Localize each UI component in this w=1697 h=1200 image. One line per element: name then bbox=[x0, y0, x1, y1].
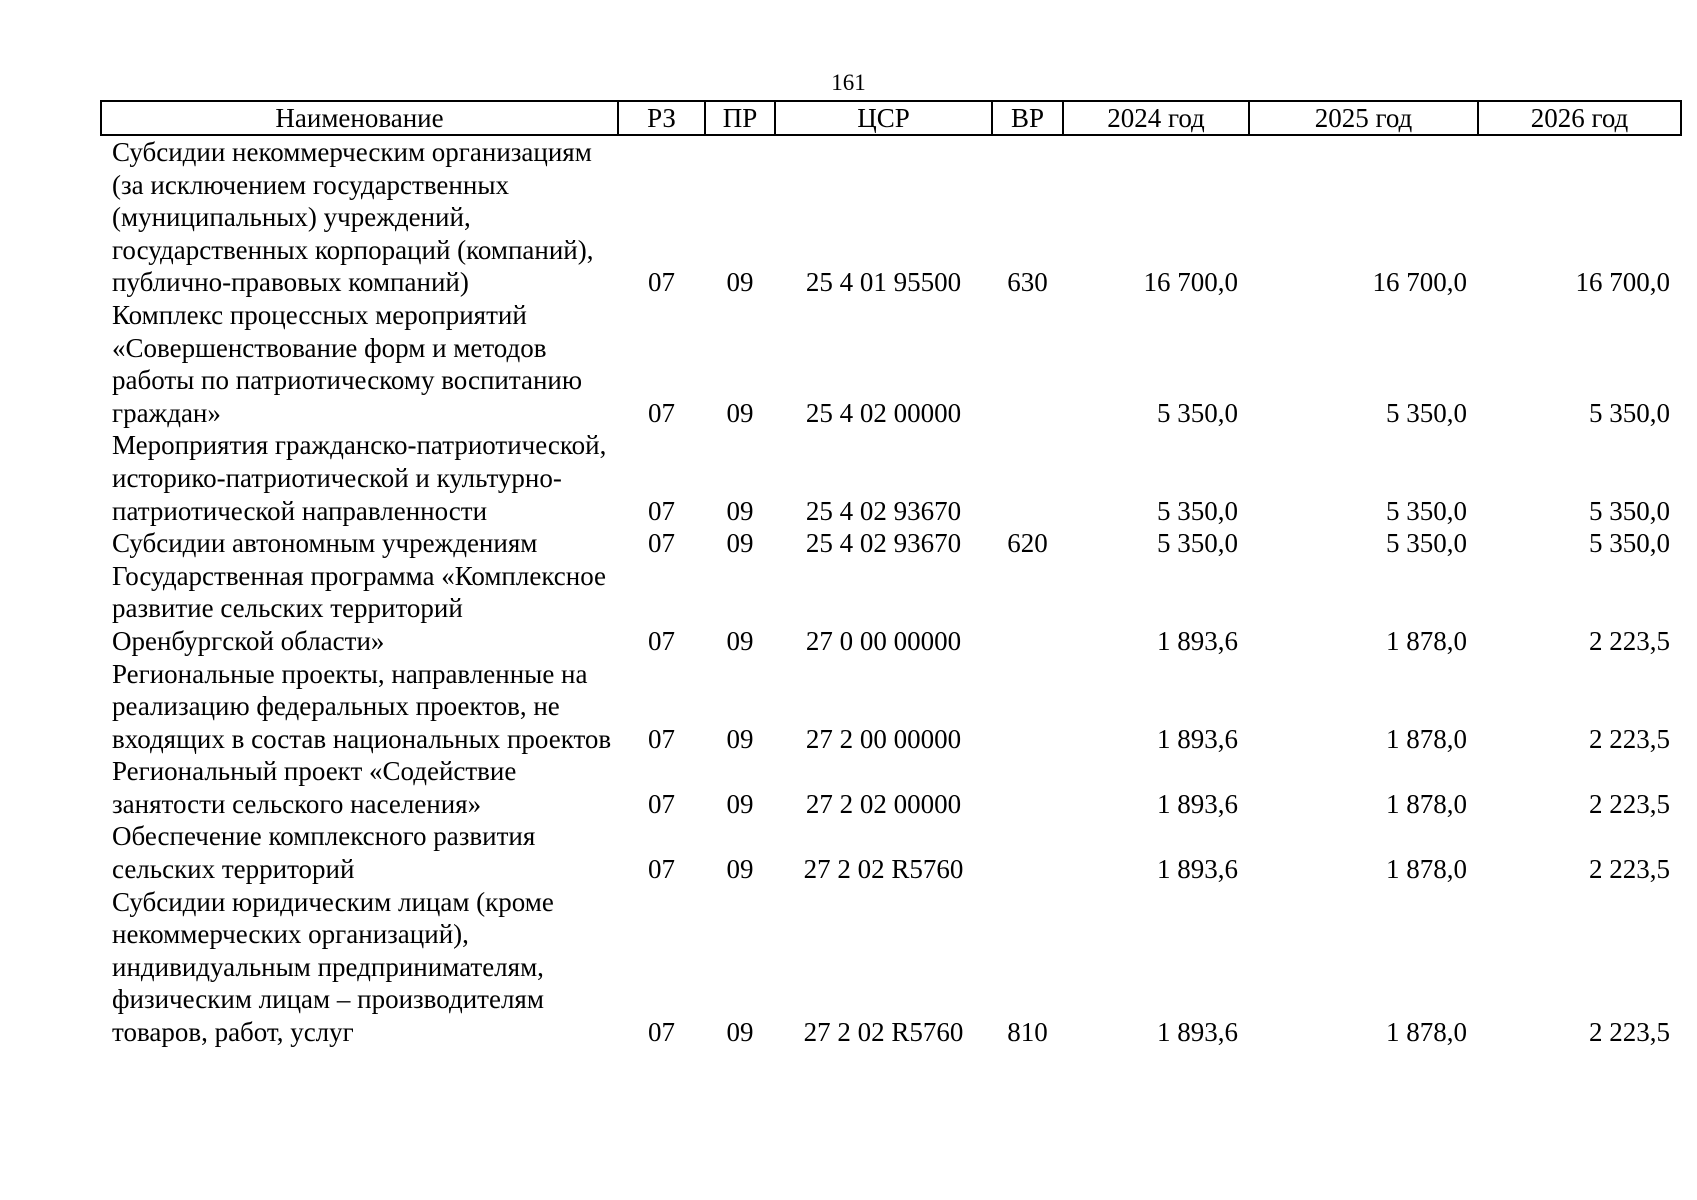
header-name: Наименование bbox=[101, 101, 618, 135]
row-vr bbox=[992, 560, 1063, 658]
row-rz: 07 bbox=[648, 495, 675, 526]
row-2024: 1 893,6 bbox=[1157, 788, 1238, 819]
row-rz: 07 bbox=[648, 528, 675, 559]
row-2026: 2 223,5 bbox=[1589, 788, 1670, 819]
table-row bbox=[101, 820, 1681, 885]
row-vr bbox=[992, 299, 1063, 429]
row-name: Субсидии юридическим лицам (кроме некоммерческих организаций), индивидуальным предпринимателям, физическим лицам – производителям товаров, работ, услуг bbox=[112, 886, 554, 1048]
row-name: Комплекс процессных мероприятий «Совершенствование форм и методов работы по патриотическому воспитанию граждан» bbox=[112, 299, 583, 428]
row-2024: 1 893,6 bbox=[1157, 854, 1238, 885]
row-2025: 1 878,0 bbox=[1386, 1017, 1467, 1048]
row-vr: 620 bbox=[1007, 528, 1048, 559]
row-vr: 630 bbox=[1007, 267, 1048, 298]
row-2026: 5 350,0 bbox=[1589, 528, 1670, 559]
row-2025: 1 878,0 bbox=[1386, 625, 1467, 656]
row-csr: 25 4 01 95500 bbox=[805, 267, 962, 298]
row-2026: 2 223,5 bbox=[1589, 723, 1670, 754]
row-name: Обеспечение комплексного развития сельских территорий bbox=[112, 821, 536, 885]
row-rz: 07 bbox=[648, 267, 675, 298]
row-csr: 25 4 02 00000 bbox=[805, 397, 962, 428]
page-number: 161 bbox=[831, 70, 866, 95]
row-2026: 16 700,0 bbox=[1575, 267, 1670, 298]
table-row bbox=[101, 560, 1681, 658]
row-pr: 09 bbox=[726, 854, 754, 885]
row-2025: 5 350,0 bbox=[1386, 397, 1467, 428]
row-2024: 5 350,0 bbox=[1157, 397, 1238, 428]
row-2025: 16 700,0 bbox=[1372, 267, 1467, 298]
header-2026: 2026 год bbox=[1478, 101, 1681, 135]
row-2025: 5 350,0 bbox=[1386, 528, 1467, 559]
row-2024: 1 893,6 bbox=[1157, 625, 1238, 656]
row-csr: 27 0 00 00000 bbox=[805, 625, 962, 656]
row-vr bbox=[992, 429, 1063, 527]
row-name: Субсидии автономным учреждениям bbox=[112, 528, 538, 559]
table-row bbox=[101, 135, 1681, 299]
row-2026: 2 223,5 bbox=[1589, 625, 1670, 656]
row-rz: 07 bbox=[648, 397, 675, 428]
table-header-row bbox=[101, 101, 1681, 135]
row-rz: 07 bbox=[648, 788, 675, 819]
row-name: Государственная программа «Комплексное развитие сельских территорий Оренбургской области» bbox=[112, 560, 607, 656]
header-2024: 2024 год bbox=[1063, 101, 1249, 135]
table-row bbox=[101, 299, 1681, 429]
row-2026: 2 223,5 bbox=[1589, 854, 1670, 885]
row-vr: 810 bbox=[1007, 1017, 1048, 1048]
row-2026: 5 350,0 bbox=[1589, 495, 1670, 526]
row-vr bbox=[992, 755, 1063, 820]
row-pr: 09 bbox=[726, 788, 754, 819]
row-2024: 5 350,0 bbox=[1157, 495, 1238, 526]
row-pr: 09 bbox=[726, 723, 754, 754]
header-csr: ЦСР bbox=[775, 101, 992, 135]
row-2024: 1 893,6 bbox=[1157, 723, 1238, 754]
table-row bbox=[101, 429, 1681, 527]
row-2024: 16 700,0 bbox=[1143, 267, 1238, 298]
row-name: Субсидии некоммерческим организациям (за исключением государственных (муниципальных) учреждений, государственных корпораций (компаний), публично-правовых компаний) bbox=[112, 137, 594, 298]
row-pr: 09 bbox=[726, 495, 754, 526]
row-name: Региональный проект «Содействие занятости сельского населения» bbox=[112, 756, 517, 819]
row-csr: 25 4 02 93670 bbox=[805, 495, 962, 526]
row-2025: 5 350,0 bbox=[1386, 495, 1467, 526]
row-2024: 1 893,6 bbox=[1157, 1017, 1238, 1048]
row-pr: 09 bbox=[726, 267, 754, 298]
header-rz: РЗ bbox=[618, 101, 705, 135]
row-rz: 07 bbox=[648, 1017, 675, 1048]
row-csr: 27 2 02 R5760 bbox=[803, 1017, 964, 1048]
row-csr: 27 2 02 R5760 bbox=[803, 854, 964, 885]
row-pr: 09 bbox=[726, 625, 754, 656]
header-vr: ВР bbox=[992, 101, 1063, 135]
header-2025: 2025 год bbox=[1249, 101, 1478, 135]
row-2026: 5 350,0 bbox=[1589, 397, 1670, 428]
row-rz: 07 bbox=[648, 854, 675, 885]
row-2024: 5 350,0 bbox=[1157, 528, 1238, 559]
row-2025: 1 878,0 bbox=[1386, 854, 1467, 885]
row-rz: 07 bbox=[648, 625, 675, 656]
row-vr bbox=[992, 658, 1063, 756]
table-row bbox=[101, 658, 1681, 756]
row-2025: 1 878,0 bbox=[1386, 723, 1467, 754]
row-2025: 1 878,0 bbox=[1386, 788, 1467, 819]
table-row bbox=[101, 886, 1681, 1049]
row-csr: 25 4 02 93670 bbox=[805, 528, 962, 559]
row-pr: 09 bbox=[726, 397, 754, 428]
row-csr: 27 2 02 00000 bbox=[805, 788, 962, 819]
table-row bbox=[101, 527, 1681, 560]
budget-table bbox=[100, 100, 1682, 1049]
row-rz: 07 bbox=[648, 723, 675, 754]
row-name: Региональные проекты, направленные на реализацию федеральных проектов, не входящих в состав национальных проектов bbox=[112, 658, 612, 754]
header-pr: ПР bbox=[705, 101, 775, 135]
row-name: Мероприятия гражданско-патриотической, историко-патриотической и культурно-патриотической направленности bbox=[112, 430, 607, 526]
row-vr bbox=[992, 820, 1063, 885]
table-row bbox=[101, 755, 1681, 820]
row-csr: 27 2 00 00000 bbox=[805, 723, 962, 754]
row-pr: 09 bbox=[726, 1017, 754, 1048]
row-pr: 09 bbox=[726, 528, 754, 559]
row-2026: 2 223,5 bbox=[1589, 1017, 1670, 1048]
